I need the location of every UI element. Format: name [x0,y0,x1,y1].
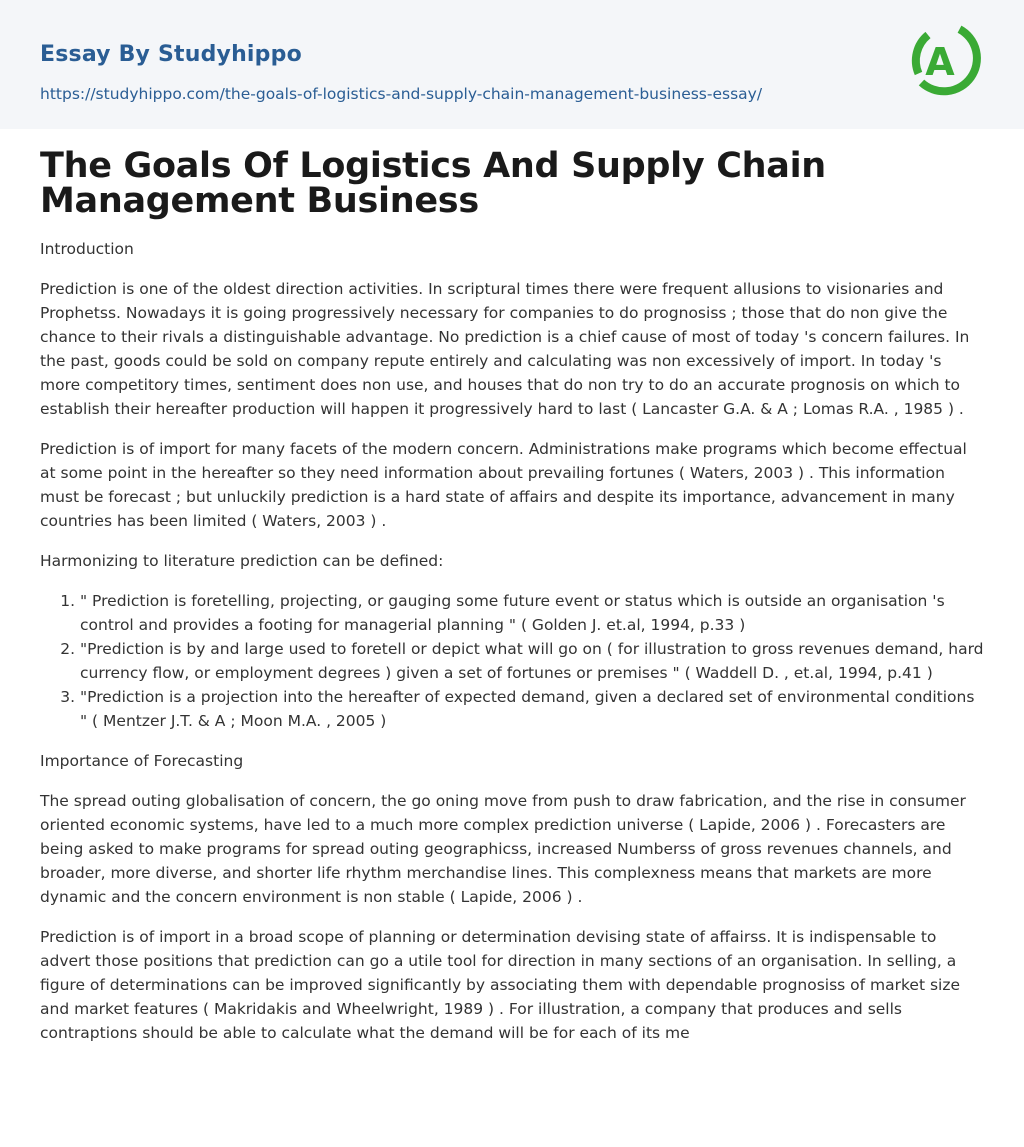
logo-letter: A [925,40,955,84]
paragraph: The spread outing globalisation of concern, the go oning move from push to draw fabrication, and the rise in consumer oriented economic systems, have led to a much more complex prediction universe ( Lapide, 2006 ) . Forecasters are being asked to make programs for spread outing geographicss, increased Numberss of gross revenues channels, and broader, more diverse, and shorter life rhythm merchandise lines. This complexness means that markets are more dynamic and the concern environment is non stable ( Lapide, 2006 ) . [40,792,966,906]
definition-item: 1. " Prediction is foretelling, projecting, or gauging some future event or status which is outside an organisation 's control and provides a footing for managerial planning " ( Golden J. et.al, 1994, p.33 ) [80,589,984,637]
paragraph: Prediction is of import for many facets of the modern concern. Administrations make programs which become effectual at some point in the hereafter so they need information about prevailing fortunes ( Waters, 2003 ) . This information must be forecast ; but unluckily prediction is a hard state of affairs and despite its importance, advancement in many countries has been limited ( Waters, 2003 ) . [40,440,967,530]
article-content [40,129,984,1061]
site-header [0,0,1024,129]
definitions-intro: Harmonizing to literature prediction can be defined: [40,552,444,570]
page-title: The Goals Of Logistics And Supply Chain Management Business [40,146,826,221]
definition-item: 3. "Prediction is a projection into the hereafter of expected demand, given a declared set of environmental conditions " ( Mentzer J.T. & A ; Moon M.A. , 2005 ) [80,685,984,733]
introduction-heading: Introduction [40,240,134,258]
paragraph: Prediction is of import in a broad scope of planning or determination devising state of affairss. It is indispensable to advert those positions that prediction can go a utile tool for direction in many sections of an organisation. In selling, a figure of determinations can be improved significantly by associating them with dependable prognosiss of market size and market features ( Makridakis and Wheelwright, 1989 ) . For illustration, a company that produces and sells contraptions should be able to calculate what the demand will be for each of its me [40,928,961,1042]
definition-item: 2. "Prediction is by and large used to foretell or depict what will go on ( for illustration to gross revenues demand, hard currency flow, or employment degrees ) given a set of fortunes or premises " ( Waddell D. , et.al, 1994, p.41 ) [80,637,984,685]
studyhippo-logo-icon[interactable] [906,16,996,106]
essay-url-link[interactable]: https://studyhippo.com/the-goals-of-logistics-and-supply-chain-management-business-essay/ [40,85,763,103]
definitions-list [40,589,984,733]
site-title[interactable]: Essay By Studyhippo [40,42,302,67]
importance-heading: Importance of Forecasting [40,752,244,770]
paragraph: Prediction is one of the oldest direction activities. In scriptural times there were frequent allusions to visionaries and Prophetss. Nowadays it is going progressively necessary for companies to do prognosiss ; those that do non give the chance to their rivals a distinguishable advantage. No prediction is a chief cause of most of today 's concern failures. In the past, goods could be sold on company repute entirely and calculating was non excessively of import. In today 's more competitory times, sentiment does non use, and houses that do non try to do an accurate prognosis on which to establish their hereafter production will happen it progressively hard to last ( Lancaster G.A. & A ; Lomas R.A. , 1985 ) . [40,280,970,418]
